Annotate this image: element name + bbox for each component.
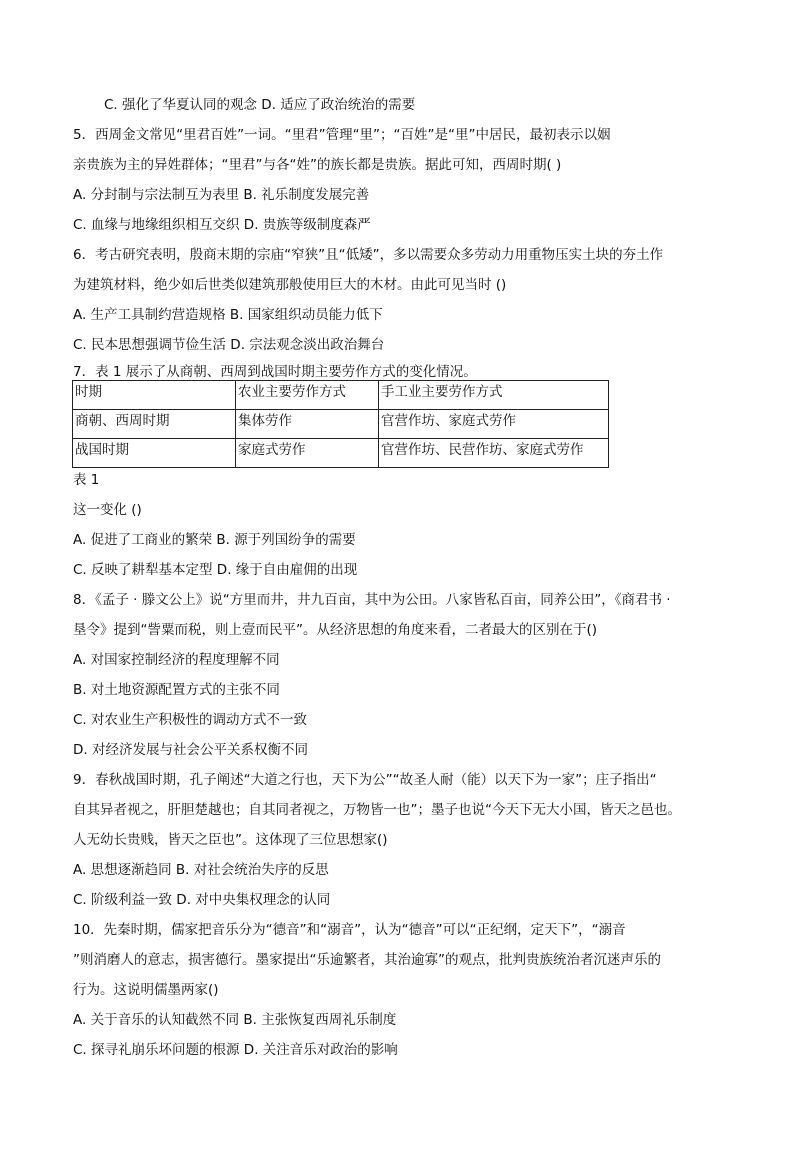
q7-stem: 7．表 1 展示了从商朝、西周到战国时期主要劳作方式的变化情况。 xyxy=(73,364,477,380)
q5-stem-line-2: 亲贵族为主的异姓群体；“里君”与各“姓”的族长都是贵族。据此可知，西周时期( ) xyxy=(73,157,562,173)
table-cell: 家庭式劳作 xyxy=(236,439,379,468)
q10-stem-line-3: 行为。这说明儒墨两家() xyxy=(73,982,219,998)
q10-options-ab: A. 关于音乐的认知截然不同 B. 主张恢复西周礼乐制度 xyxy=(73,1012,397,1028)
labor-table xyxy=(72,380,609,468)
q8-option-c: C. 对农业生产积极性的调动方式不一致 xyxy=(73,712,308,728)
table-row xyxy=(73,410,609,439)
table-caption: 表 1 xyxy=(73,472,100,488)
q9-options-ab: A. 思想逐渐趋同 B. 对社会统治失序的反思 xyxy=(73,862,329,878)
q6-options-ab: A. 生产工具制约营造规格 B. 国家组织动员能力低下 xyxy=(73,307,383,323)
q7-question: 这一变化 () xyxy=(73,502,142,518)
q5-stem-line-1: 5．西周金文常见“里君百姓”一词。“里君”管理“里”；“百姓”是“里”中居民，最初表示以姻 xyxy=(73,127,611,143)
table-cell: 集体劳作 xyxy=(236,410,379,439)
table-header-cell: 农业主要劳作方式 xyxy=(236,381,379,410)
q8-option-b: B. 对土地资源配置方式的主张不同 xyxy=(73,682,280,698)
table-row xyxy=(73,439,609,468)
q5-options-ab: A. 分封制与宗法制互为表里 B. 礼乐制度发展完善 xyxy=(73,187,370,203)
q9-stem-line-1: 9．春秋战国时期，孔子阐述“大道之行也，天下为公”“故圣人耐（能）以天下为一家”；庄子指出“ xyxy=(73,772,657,788)
table-cell: 商朝、西周时期 xyxy=(73,410,236,439)
q10-options-cd: C. 探寻礼崩乐坏问题的根源 D. 关注音乐对政治的影响 xyxy=(73,1042,398,1058)
q9-stem-line-2: 自其异者视之，肝胆楚越也；自其同者视之，万物皆一也”；墨子也说“今天下无大小国，皆天之邑也。 xyxy=(73,802,681,818)
q7-options-ab: A. 促进了工商业的繁荣 B. 源于列国纷争的需要 xyxy=(73,532,356,548)
q8-stem-line-1: 8．《孟子 · 滕文公上》说“方里而井，井九百亩，其中为公田。八家皆私百亩，同养公田”，《商君书 · xyxy=(73,592,671,608)
table-header-row xyxy=(73,381,609,410)
q6-stem-line-1: 6．考古研究表明，殷商末期的宗庙“窄狭”且“低矮”，多以需要众多劳动力用重物压实土块的夯土作 xyxy=(73,247,664,263)
table-cell: 战国时期 xyxy=(73,439,236,468)
q6-stem-line-2: 为建筑材料，绝少如后世类似建筑那般使用巨大的木材。由此可见当时 () xyxy=(73,277,507,293)
table-cell: 官营作坊、家庭式劳作 xyxy=(379,410,609,439)
q8-option-a: A. 对国家控制经济的程度理解不同 xyxy=(73,652,280,668)
table-header-cell: 时期 xyxy=(73,381,236,410)
table-cell: 官营作坊、民营作坊、家庭式劳作 xyxy=(379,439,609,468)
q7-options-cd: C. 反映了耕犁基本定型 D. 缘于自由雇佣的出现 xyxy=(73,562,358,578)
q9-options-cd: C. 阶级利益一致 D. 对中央集权理念的认同 xyxy=(73,892,331,908)
q5-options-cd: C. 血缘与地缘组织相互交织 D. 贵族等级制度森严 xyxy=(73,217,371,233)
q10-stem-line-1: 10．先秦时期，儒家把音乐分为“德音”和“溺音”，认为“德音”可以“正纪纲，定天下”，“溺音 xyxy=(73,922,626,938)
q6-options-cd: C. 民本思想强调节俭生活 D. 宗法观念淡出政治舞台 xyxy=(73,337,385,353)
q9-stem-line-3: 人无幼长贵贱，皆天之臣也”。这体现了三位思想家() xyxy=(73,832,388,848)
q8-option-d: D. 对经济发展与社会公平关系权衡不同 xyxy=(73,742,308,758)
table-header-cell: 手工业主要劳作方式 xyxy=(379,381,609,410)
q4-options-cd: C. 强化了华夏认同的观念 D. 适应了政治统治的需要 xyxy=(104,97,416,113)
q8-stem-line-2: 垦令》提到“訾粟而税，则上壹而民平”。从经济思想的角度来看，二者最大的区别在于() xyxy=(73,622,598,638)
q10-stem-line-2: ”则消磨人的意志，损害德行。墨家提出“乐逾繁者，其治逾寡”的观点，批判贵族统治者沉迷声乐的 xyxy=(73,952,661,968)
